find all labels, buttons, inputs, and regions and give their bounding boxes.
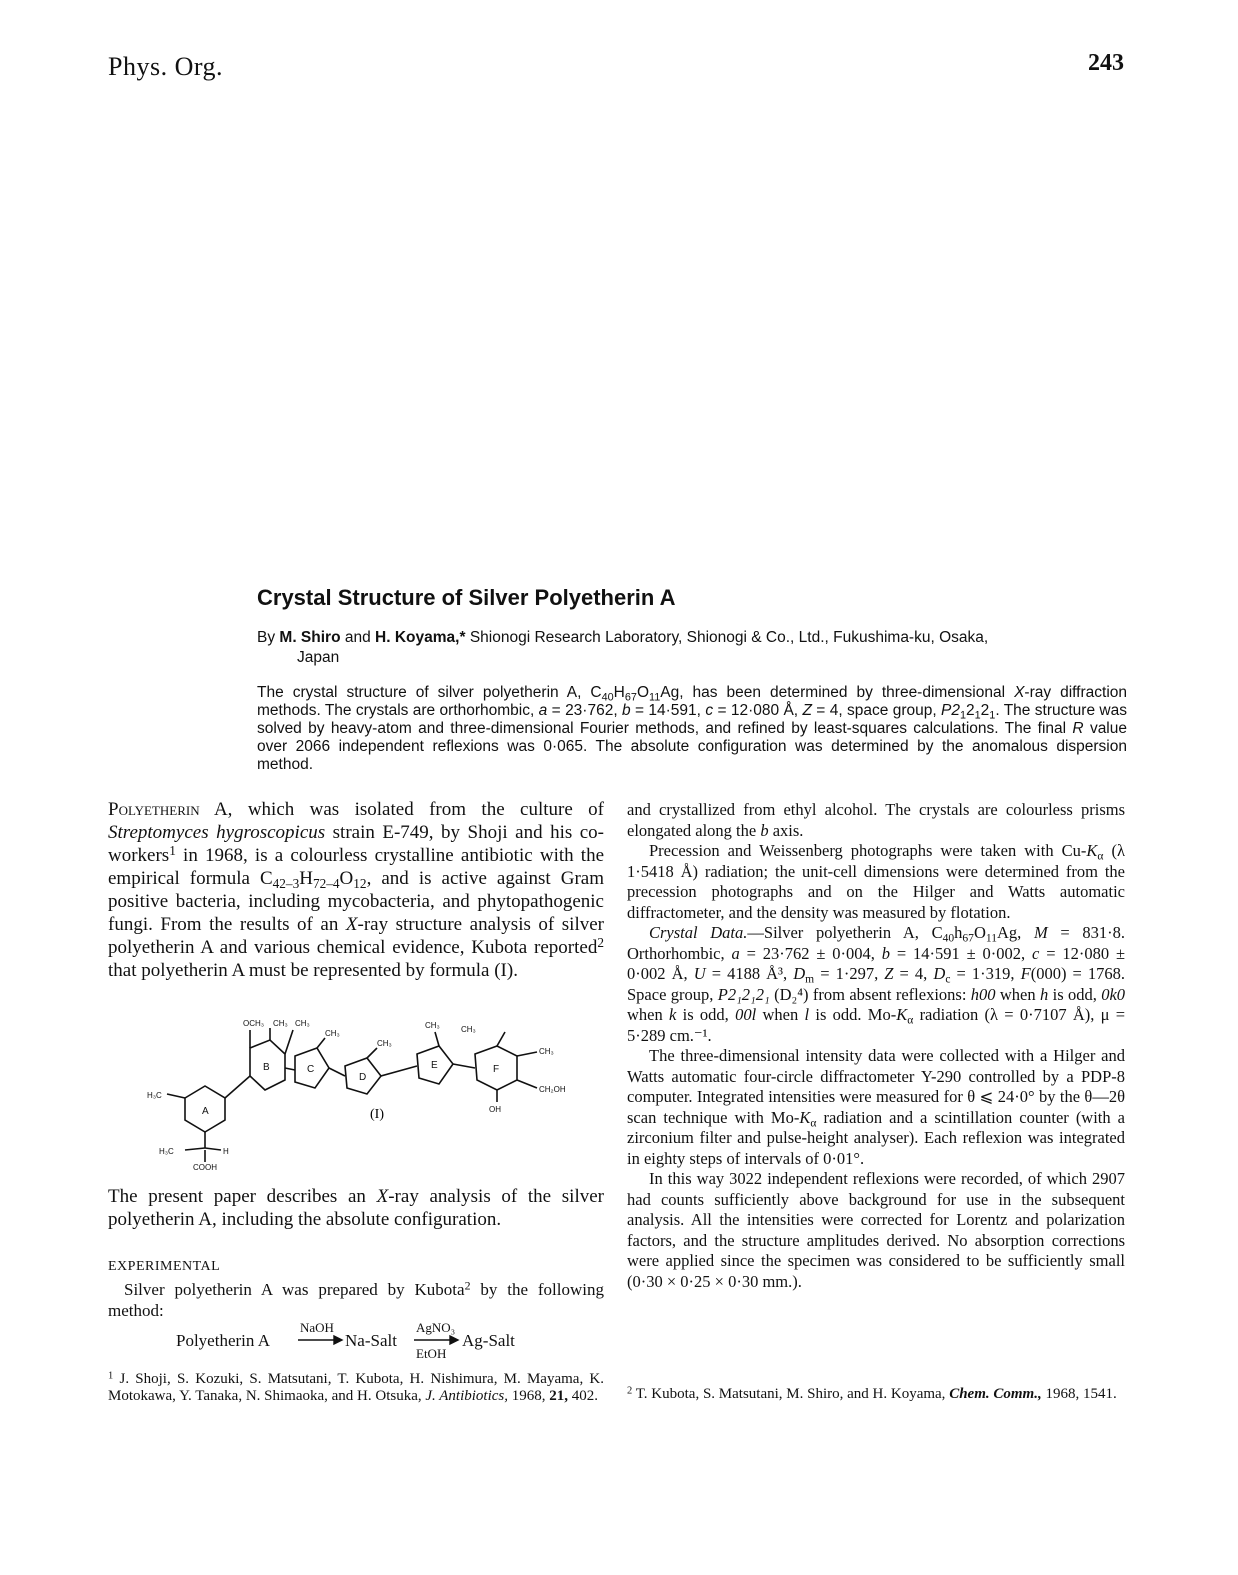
abstract: The crystal structure of silver polyetherin A, $C_{40}H_{67}O_{11}Ag$, has been determined by three-dimensional X-ray diffraction methods. The crystals are orthorhombic, a = 23·762, b = 14·591, c = 12·080 Å, Z = 4, space group, $P2_12_12_1$. The structure was solved by heavy-atom and three-dimensional Fourier methods, and refined by least-squares calculations. The final R value over 2066 independent reflexions was 0·065. The absolute configuration was determined by the anomalous dispersion method. bbox=[257, 684, 1128, 773]
intensity-data-paragraph: The three-dimensional intensity data were collected with a Hilger and Watts automatic four-circle diffractometer Y-290 controlled by a PDP-8 computer. Integrated intensities were measured for θ ⩽ 24·0° by the θ—2θ scan technique with $Mo-K_\alpha$ radiation and a scintillation counter (with a zirconium filter and pulse-height analyser). Each reflexion was integrated in eighty steps of intervals of 0·01°. bbox=[627, 1046, 1126, 1168]
label-cooh: COOH bbox=[193, 1163, 217, 1170]
byline bbox=[257, 628, 1127, 668]
scheme-end: Ag-Salt bbox=[462, 1331, 515, 1350]
label-ch3-3: CH₃ bbox=[325, 1029, 340, 1038]
footnote-2: $^2$ T. Kubota, S. Matsutani, M. Shiro, and H. Koyama, Chem. Comm., 1968, 1541. bbox=[627, 1385, 1117, 1402]
right-column bbox=[627, 800, 1125, 1292]
running-head: Phys. Org. bbox=[108, 52, 224, 81]
compound-label: (I) bbox=[370, 1107, 384, 1122]
label-h3c: H₃C bbox=[147, 1091, 162, 1100]
label-ch3-2: CH₃ bbox=[295, 1019, 310, 1028]
label-ring-e: E bbox=[431, 1060, 438, 1071]
scheme-start: Polyetherin A bbox=[176, 1331, 270, 1350]
label-ch3-5: CH₃ bbox=[425, 1021, 440, 1030]
structure-formula-I bbox=[145, 1018, 575, 1170]
label-ring-f: F bbox=[493, 1064, 500, 1075]
footnote-1: $^1$ J. Shoji, S. Kozuki, S. Matsutani, T. Kubota, H. Nishimura, M. Mayama, K. Motokawa, Y. Tanaka, N. Shimaoka, and H. Otsuka, J. Antibiotics, 1968, 21, 402. bbox=[108, 1370, 605, 1404]
label-ch3-7: CH₃ bbox=[539, 1047, 554, 1056]
label-ring-a: A bbox=[202, 1106, 209, 1117]
label-ring-c: C bbox=[307, 1064, 315, 1075]
label-ch2oh: CH₂OH bbox=[539, 1085, 566, 1094]
byline-by: By bbox=[257, 629, 276, 646]
experimental-heading: EXPERIMENTAL bbox=[108, 1259, 221, 1274]
label-ch3-4: CH₃ bbox=[377, 1039, 392, 1048]
experimental-text: Silver polyetherin A was prepared by Kubota$^2$ by the following method: bbox=[108, 1278, 604, 1320]
author-shiro: M. Shiro bbox=[279, 629, 341, 646]
crystallization-paragraph: and crystallized from ethyl alcohol. The crystals are colourless prisms elongated along the b axis. bbox=[627, 800, 1125, 840]
photographs-paragraph: Precession and Weissenberg photographs were taken with $Cu-K_\alpha$ (λ 1·5418 Å) radiation; the unit-cell dimensions were determined from the precession photographs and on the Hilger and Watts automatic diffractometer, and the density was measured by flotation. bbox=[627, 841, 1126, 922]
byline-and: and bbox=[344, 629, 371, 646]
label-och3: OCH₃ bbox=[243, 1019, 265, 1028]
label-h3c-2: H₃C bbox=[159, 1147, 174, 1156]
reagent-naoh: NaOH bbox=[300, 1320, 334, 1335]
crystal-data-paragraph: Crystal Data.—Silver polyetherin A, $C_{40}h_{67}O_{11}Ag$, M = 831·8. Orthorhombic, a = 23·762 ± 0·004, b = 14·591 ± 0·002, c = 12·080 ± 0·002 Å, U = 4188 Å³, $D_m = 1\cdot 297$, Z = 4, $D_c = 1\cdot 319$, F(000) = 1768. Space group, P2₁2₁2₁ (D₂⁴) from absent reflexions: h00 when h is odd, 0k0 when k is odd, 00l when l is odd. $Mo-K_\alpha$ radiation (λ = 0·7107 Å), μ = 5·289 cm.⁻¹. bbox=[627, 923, 1126, 1045]
label-ch3-6: CH₃ bbox=[461, 1025, 476, 1034]
reagent-agno3: AgNO₃ bbox=[416, 1320, 456, 1335]
label-h: H bbox=[223, 1147, 229, 1156]
label-ring-b: B bbox=[263, 1062, 270, 1073]
label-ring-d: D bbox=[359, 1072, 367, 1083]
reaction-scheme bbox=[108, 1318, 604, 1364]
reflexions-paragraph: In this way 3022 independent reflexions were recorded, of which 2907 had counts sufficiently above background for use in the subsequent analysis. All the intensities were corrected for Lorentz and polarization factors, and the structure amplitudes derived. No absorption corrections were applied since the specimen was considered to be sufficiently small (0·30 × 0·25 × 0·30 mm.). bbox=[627, 1169, 1125, 1291]
scheme-mid: Na-Salt bbox=[345, 1331, 397, 1350]
affiliation-country: Japan bbox=[297, 649, 340, 666]
reagent-etoh: EtOH bbox=[416, 1346, 447, 1361]
present-paper-paragraph: The present paper describes an X-ray analysis of the silver polyetherin A, including the absolute configuration. bbox=[108, 1186, 604, 1230]
intro-paragraph: Polyetherin A, which was isolated from the culture of Streptomyces hygroscopicus strain E-749, by Shoji and his co-workers$^1$ in 1968, is a colourless crystalline antibiotic with the empirical formula $C_{42-3}H_{72-4}O_{12}$, and is active against Gram positive bacteria, including mycobacteria, and phytopathogenic fungi. From the results of an X-ray structure analysis of silver polyetherin A and various chemical evidence, Kubota reported$^2$ that polyetherin A must be represented by formula (I). bbox=[108, 799, 605, 981]
author-koyama: H. Koyama,* bbox=[375, 629, 466, 646]
affiliation: Shionogi Research Laboratory, Shionogi & Co., Ltd., Fukushima-ku, Osaka, bbox=[469, 629, 989, 646]
article-title: Crystal Structure of Silver Polyetherin A bbox=[257, 585, 676, 610]
label-oh: OH bbox=[489, 1105, 501, 1114]
page-number: 243 bbox=[1088, 50, 1124, 76]
label-ch3-1: CH₃ bbox=[273, 1019, 288, 1028]
